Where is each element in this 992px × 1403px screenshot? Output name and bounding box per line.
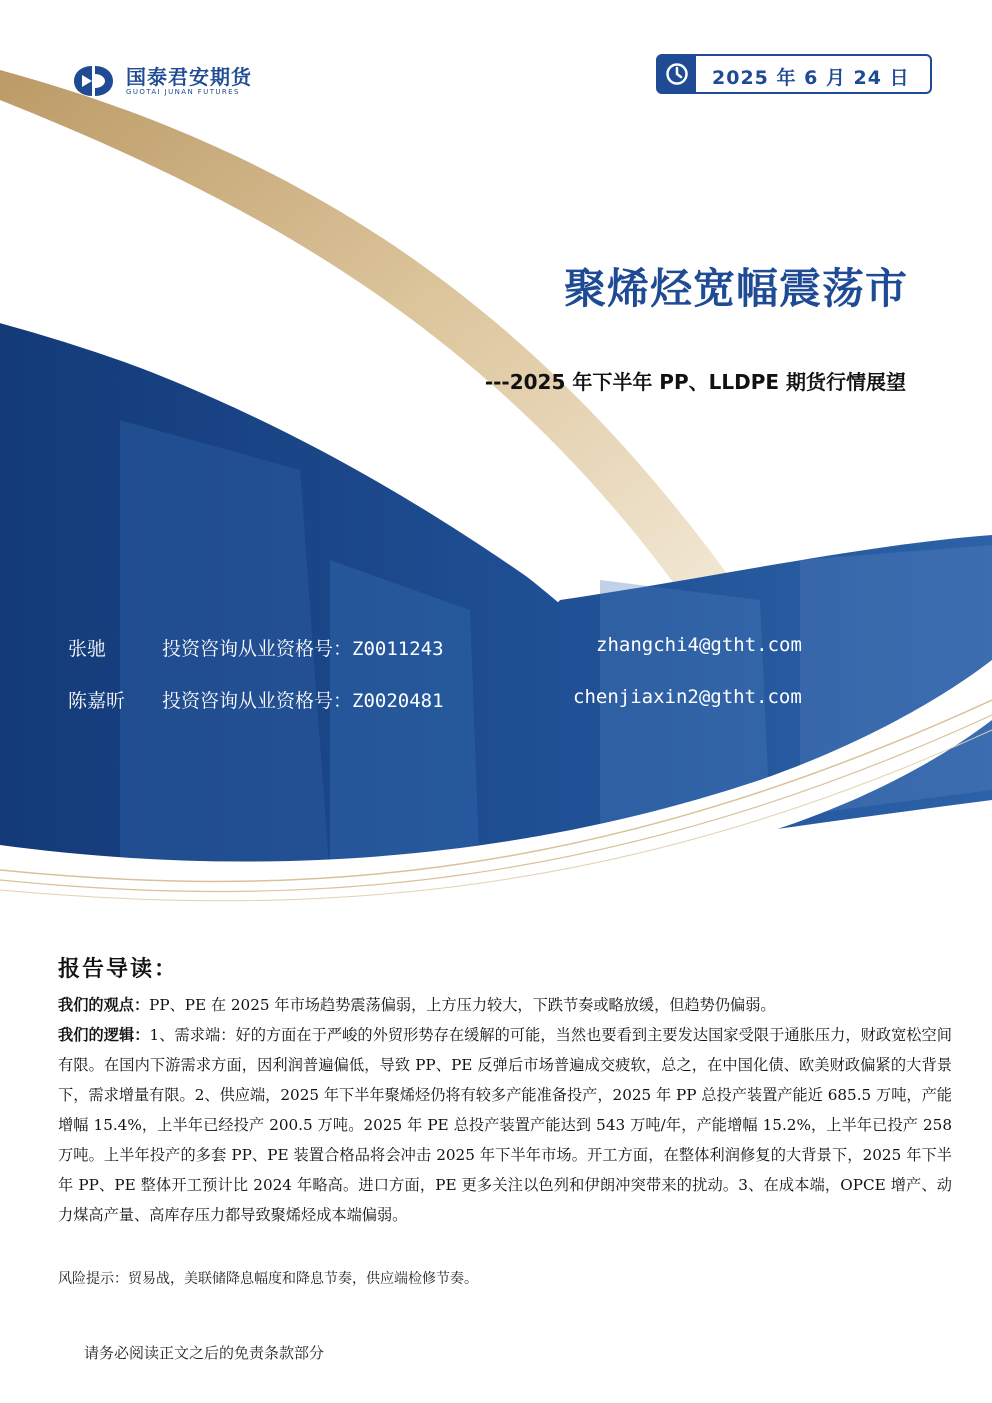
author-name: 张驰 (68, 638, 107, 660)
brand-name-cn: 国泰君安期货 (126, 64, 252, 89)
logic-text: 1、需求端：好的方面在于严峻的外贸形势存在缓解的可能，当然也要看到主要发达国家受限于通胀压力，财政宽松空间有限。在国内下游需求方面，因利润普遍偏低，导致 PP、PE 反弹后市场普遍成交疲软，总之，在中国化债、欧美财政偏紧的大背景下，需求增量有限。2、供应端，2025 年下半年聚烯烃仍将有较多产能准备投产，2025 年 PP 总投产装置产能近 685.5 万吨，产能增幅 15.4%，上半年已经投产 200.5 万吨。2025 年 PE 总投产装置产能达到 543 万吨/年，产能增幅 15.2%，上半年已投产 258 万吨。上半年投产的多套 PP、PE 装置合格品将会冲击 2025 年下半年市场。开工方面，在整体利润修复的大背景下，2025 年下半年 PP、PE 整体开工预计比 2024 年略高。进口方面，PE 更多关注以色列和伊朗冲突带来的扰动。3、在成本端，OPCE 增产、动力煤高产量、高库存压力都导致聚烯烃成本端偏弱。 (58, 1026, 952, 1224)
brand-name-en: GUOTAI JUNAN FUTURES (126, 87, 240, 96)
guide-heading: 报告导读： (58, 956, 179, 982)
author-cert: 投资咨询从业资格号：Z0011243 (162, 638, 444, 660)
author-cert: 投资咨询从业资格号：Z0020481 (162, 690, 444, 712)
report-subtitle: ---2025 年下半年 PP、LLDPE 期货行情展望 (484, 370, 906, 394)
report-date: 2025 年 6 月 24 日 (712, 67, 910, 89)
date-icon-container (658, 56, 696, 92)
brand-logo (68, 64, 252, 98)
date-badge (656, 54, 932, 94)
risk-warning: 风险提示：贸易战，美联储降息幅度和降息节奏，供应端检修节奏。 (58, 1271, 478, 1287)
clock-icon (665, 62, 689, 86)
author-email[interactable]: zhangchi4@gtht.com (596, 634, 802, 656)
logic-paragraph (58, 1020, 952, 1230)
view-paragraph (58, 990, 952, 1020)
author-email[interactable]: chenjiaxin2@gtht.com (573, 686, 802, 708)
logic-label: 我们的逻辑： (58, 1026, 150, 1044)
view-label: 我们的观点： (58, 996, 150, 1014)
disclaimer-note: 请务必阅读正文之后的免责条款部分 (84, 1344, 325, 1362)
view-text: PP、PE 在 2025 年市场趋势震荡偏弱，上方压力较大，下跌节奏或略放缓，但趋势仍偏弱。 (149, 996, 776, 1014)
brand-logo-icon (68, 64, 118, 98)
guide-body (58, 990, 952, 1230)
report-title: 聚烯烃宽幅震荡市 (563, 264, 908, 313)
author-name: 陈嘉昕 (68, 690, 126, 712)
